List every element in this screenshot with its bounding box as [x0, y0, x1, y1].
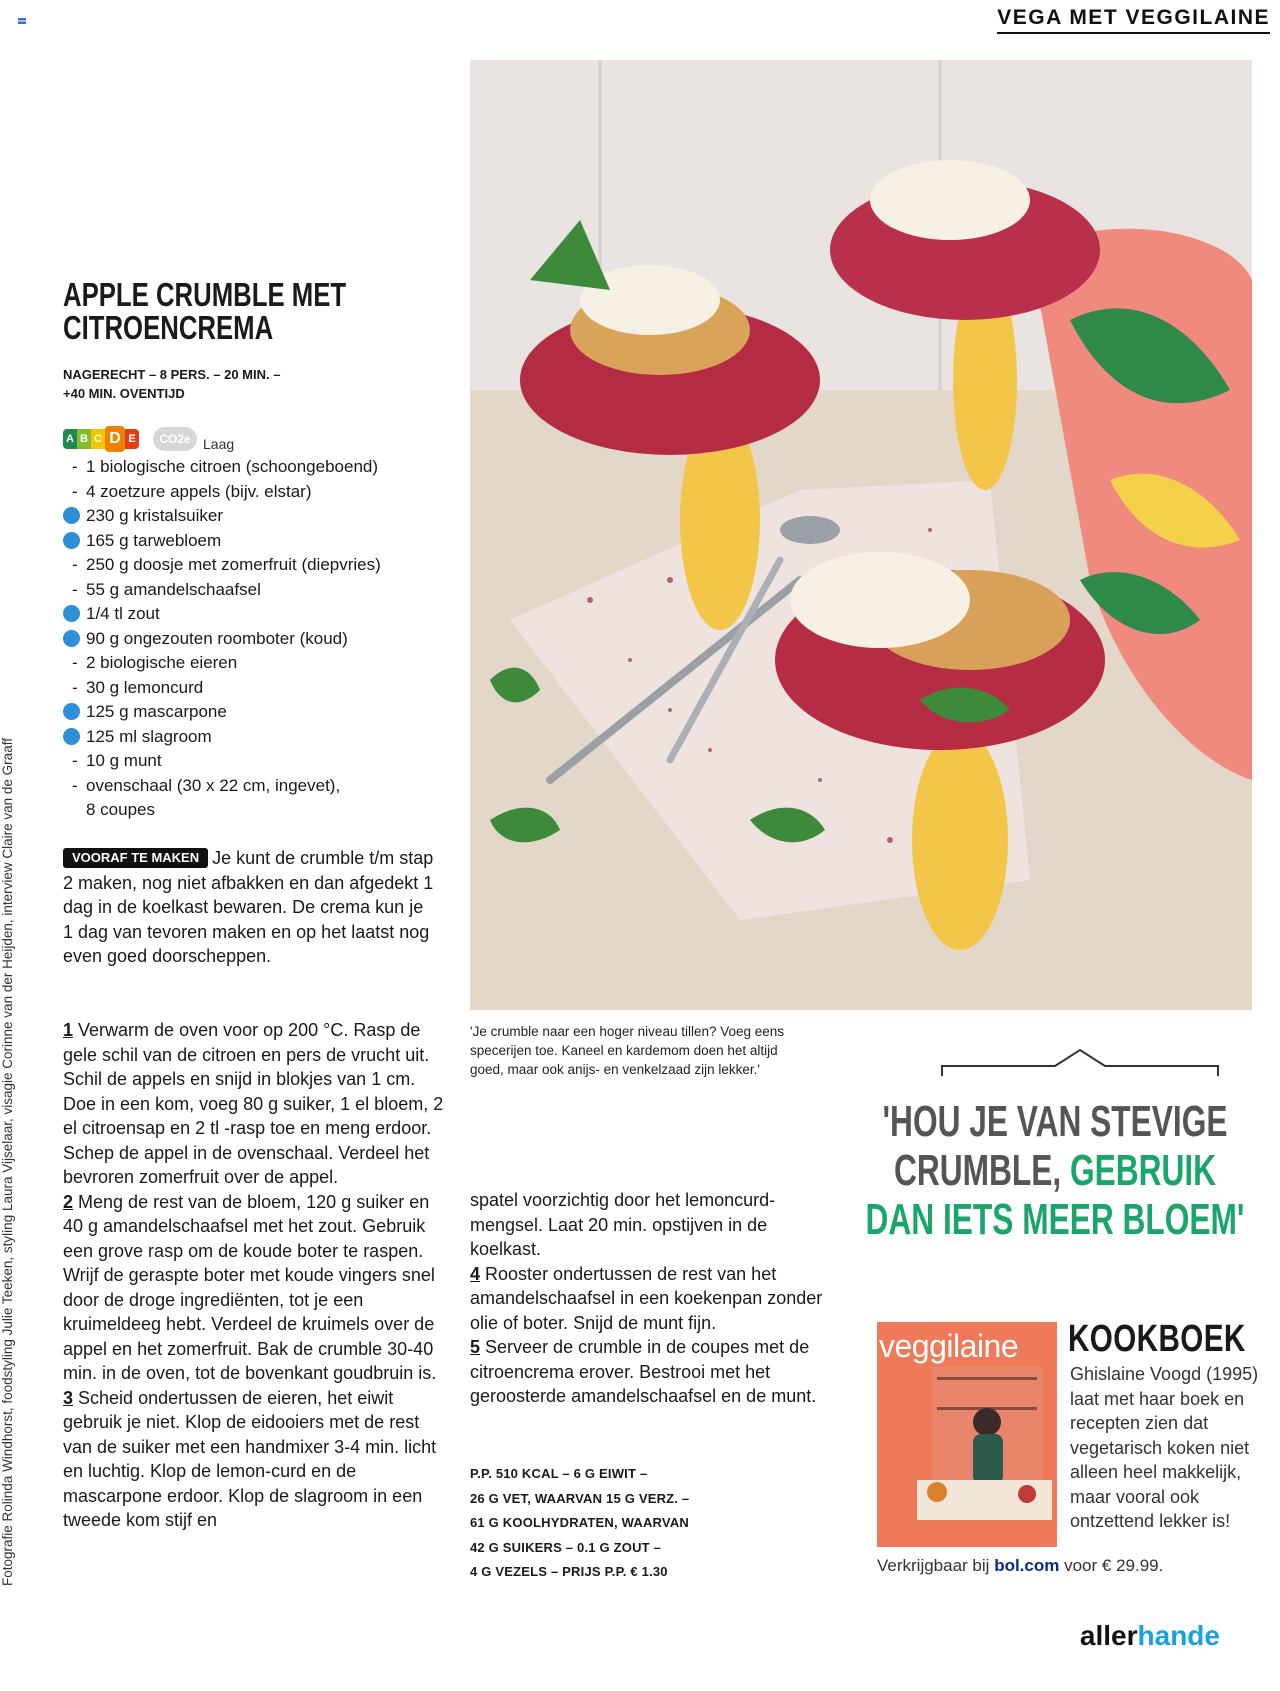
- ingredient-text: 90 g ongezouten roomboter (koud): [86, 628, 348, 648]
- ingredient-item: [63, 798, 381, 823]
- logo-part-2: hande: [1137, 1620, 1220, 1651]
- cookbook-cover-illustration: [877, 1322, 1057, 1547]
- allerhande-logo: [1080, 1620, 1220, 1652]
- step-number: 3: [63, 1387, 74, 1408]
- blue-drop-icon: [63, 532, 80, 549]
- corner-mark: [18, 18, 26, 24]
- nutrition-line: 61 G KOOLHYDRATEN, WAARVAN: [470, 1515, 689, 1530]
- ingredient-item: [63, 725, 381, 750]
- co2-level: Laag: [203, 436, 235, 452]
- ingredient-text: 165 g tarwebloem: [86, 530, 222, 550]
- ingredient-item: [63, 480, 381, 505]
- quote-highlight: GEBRUIK DAN IETS MEER BLOEM': [865, 1146, 1245, 1244]
- ingredient-item: [63, 651, 381, 676]
- step-text: Meng de rest van de bloem, 120 g suiker en 40 g amandelschaafsel met het zout. Gebruik een grove rasp om de koude boter te raspen. Wrijf de geraspte boter met koude vingers snel door de droge ingrediënten, tot je een kruimeldeeg hebt. Verdeel de kruimels over de appel en het zomerfruit. Bak de crumble 30-40 min. in de oven, tot de bovenkant goudbruin is.: [63, 1191, 437, 1383]
- nutriscore-badge: [63, 426, 234, 452]
- blue-drop-icon: [63, 630, 80, 647]
- advance-text: Je kunt de crumble t/m stap 2 maken, nog niet afbakken en dan afgedekt 1 dag in de koelkast bewaren. De crema kun je 1 dag van tevoren maken en op het laatst nog even goed doorscheppen.: [63, 848, 434, 966]
- meta-line-1: NAGERECHT – 8 PERS. – 20 MIN. –: [63, 367, 281, 382]
- ingredient-item: [63, 455, 381, 480]
- nutrition-line: 26 G VET, WAARVAN 15 G VERZ. –: [470, 1490, 690, 1506]
- step-text: Scheid ondertussen de eieren, het eiwit gebruik je niet. Klop de eidooiers met de rest van de suiker met een handmixer 3-4 min. licht en luchtig. Klop de lemon-curd en de mascarpone erdoor. Klop de slagroom in een tweede kom stijf en: [63, 1387, 437, 1530]
- ingredient-item: [63, 774, 381, 799]
- photo-credits: Fotografie Rolinda Windhorst, foodstyling Julie Teeken, styling Laura Vijselaar, visagie Corinne van der Heijden, interview Claire van de Graaff: [0, 738, 15, 1586]
- step: [63, 1386, 448, 1533]
- dash-bullet: -: [72, 775, 78, 795]
- ingredient-text: 1 biologische citroen (schoongeboend): [86, 457, 379, 476]
- step-number: 2: [63, 1191, 74, 1212]
- nutriscore-a: A: [63, 429, 77, 449]
- ingredient-item: [63, 553, 381, 578]
- ingredient-text: 10 g munt: [86, 751, 162, 770]
- step-number: 5: [470, 1337, 481, 1357]
- step: [470, 1262, 830, 1336]
- step: [63, 1190, 448, 1386]
- quote-divider-icon: [940, 1048, 1220, 1078]
- ingredient-item: [63, 529, 381, 554]
- co2-cloud-icon: CO2e: [153, 427, 197, 451]
- ingredient-item: [63, 749, 381, 774]
- photo-caption: 'Je crumble naar een hoger niveau tillen? Voeg eens specerijen toe. Kaneel en kardemom doen het altijd goed, maar ook anijs- en venkelzaad zijn lekker.': [470, 1024, 785, 1077]
- cookbook-buy-line: [877, 1556, 1163, 1576]
- dash-bullet: -: [72, 579, 78, 599]
- blue-drop-icon: [63, 605, 80, 622]
- ingredient-item: [63, 676, 381, 701]
- buy-price: voor € 29.99.: [1064, 1556, 1164, 1575]
- ingredient-item: [63, 627, 381, 652]
- nutriscore-d-selected: D: [105, 426, 125, 452]
- step: [470, 1335, 830, 1409]
- cookbook-cover[interactable]: [877, 1322, 1057, 1547]
- title-line-1: APPLE CRUMBLE MET: [63, 276, 347, 313]
- ingredient-text: 1/4 tl zout: [86, 604, 160, 623]
- ingredient-text: ovenschaal (30 x 22 cm, ingevet),: [86, 775, 341, 795]
- nutrition-line: 4 G VEZELS – PRIJS P.P. € 1.30: [470, 1564, 668, 1579]
- step-number: 1: [63, 1020, 74, 1040]
- dessert-illustration: [470, 60, 1252, 1010]
- ingredient-text: 4 zoetzure appels (bijv. elstar): [86, 481, 312, 501]
- ingredient-text: 30 g lemoncurd: [86, 677, 204, 697]
- step-continuation: spatel voorzichtig door het lemoncurd-mengsel. Laat 20 min. opstijven in de koelkast.: [470, 1190, 776, 1259]
- dash-bullet: -: [72, 653, 78, 672]
- advance-note: [63, 846, 438, 969]
- nutrition-line: P.P. 510 KCAL – 6 G EIWIT –: [470, 1466, 648, 1481]
- advance-label: VOORAF TE MAKEN: [63, 848, 208, 868]
- dash-bullet: -: [72, 555, 78, 574]
- ingredient-item: [63, 602, 381, 627]
- blue-drop-icon: [63, 507, 80, 524]
- ingredient-text: 8 coupes: [86, 800, 155, 819]
- steps-column-2: [470, 1188, 830, 1409]
- ingredient-text: 250 g doosje met zomerfruit (diepvries): [86, 555, 381, 574]
- step: [63, 1018, 448, 1190]
- ingredient-text: 2 biologische eieren: [86, 653, 238, 672]
- dessert-photo: [470, 60, 1252, 1010]
- nutriscore-b: B: [77, 429, 91, 449]
- ingredient-text: 125 g mascarpone: [86, 702, 227, 721]
- nutrition-facts: [470, 1462, 790, 1585]
- pull-quote: [861, 1097, 1250, 1244]
- blue-drop-icon: [63, 703, 80, 720]
- blue-drop-icon: [63, 728, 80, 745]
- ingredient-text: 55 g amandelschaafsel: [86, 579, 261, 599]
- nutriscore-c: C: [91, 429, 105, 449]
- buy-prefix: Verkrijgbaar bij: [877, 1556, 990, 1575]
- step-text: Rooster ondertussen de rest van het amandelschaafsel in een koekenpan zonder olie of boter. Snijd de munt fijn.: [470, 1263, 823, 1333]
- title-line-2: CITROENCREMA: [63, 309, 274, 346]
- dash-bullet: -: [72, 457, 78, 476]
- ingredient-list: [63, 455, 381, 823]
- section-label: VEGA MET VEGGILAINE: [997, 6, 1270, 34]
- step-text: Serveer de crumble in de coupes met de citroencrema erover. Bestrooi met het geroosterde amandelschaafsel en de munt.: [470, 1337, 817, 1406]
- nutrition-line: 42 G SUIKERS – 0.1 G ZOUT –: [470, 1539, 662, 1555]
- ingredient-item: [63, 504, 381, 529]
- ingredient-item: [63, 700, 381, 725]
- step-number: 4: [470, 1263, 481, 1284]
- ingredient-text: 230 g kristalsuiker: [86, 506, 224, 525]
- recipe-title: [63, 278, 391, 344]
- dash-bullet: -: [72, 481, 78, 501]
- logo-part-1: aller: [1079, 1620, 1138, 1651]
- meta-line-2: +40 MIN. OVENTIJD: [63, 386, 185, 401]
- quote-text: 'HOU JE VAN STEVIGE CRUMBLE,: [882, 1097, 1228, 1195]
- bol-link[interactable]: bol.com: [994, 1556, 1060, 1575]
- steps-column-1: [63, 1018, 448, 1533]
- dash-bullet: -: [72, 751, 78, 770]
- recipe-meta: [63, 365, 363, 403]
- ingredient-text: 125 ml slagroom: [86, 726, 212, 746]
- ingredient-item: [63, 578, 381, 603]
- cookbook-heading: KOOKBOEK: [1068, 1318, 1246, 1360]
- dash-bullet: -: [72, 677, 78, 697]
- step-text: Verwarm de oven voor op 200 °C. Rasp de gele schil van de citroen en pers de vrucht uit. Schil de appels en snijd in blokjes van 1 cm. Doe in een kom, voeg 80 g suiker, 1 el bloem, 2 el citroensap en 2 tl -rasp toe en meng erdoor. Schep de appel in de ovenschaal. Verdeel het bevroren zomerfruit over de appel.: [63, 1020, 444, 1187]
- cookbook-description: Ghislaine Voogd (1995) laat met haar boek en recepten zien dat vegetarisch koken niet alleen heel makkelijk, maar vooral ook ontzettend lekker is!: [1070, 1364, 1259, 1531]
- cover-title: veggilaine: [879, 1328, 1019, 1364]
- nutriscore-e: E: [125, 429, 139, 449]
